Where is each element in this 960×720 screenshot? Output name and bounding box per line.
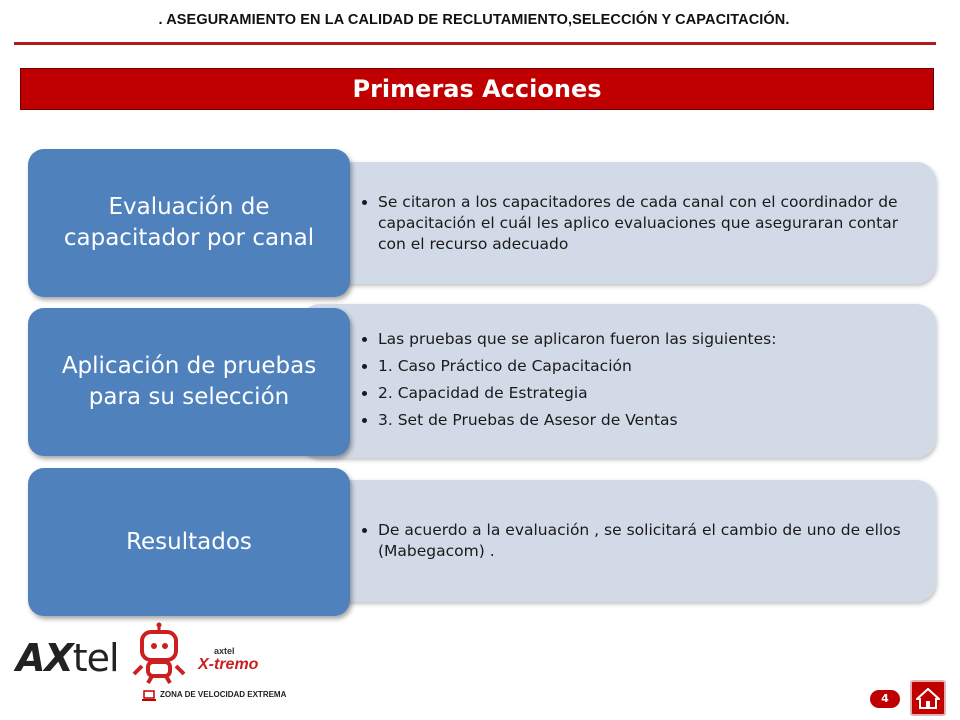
section-label: Evaluación de capacitador por canal <box>63 194 315 251</box>
bullet-item: • 3. Set de Pruebas de Asesor de Ventas <box>378 410 776 431</box>
section-detail-panel <box>300 480 936 602</box>
bullet-item: • Las pruebas que se aplicaron fueron las siguientes: <box>378 329 776 350</box>
logo-tel: tel <box>72 636 119 680</box>
section-label: Resultados <box>126 528 252 555</box>
page-number-badge: 4 <box>870 690 900 708</box>
section-label-box <box>28 468 350 616</box>
xtremo-axtel-text: axtel <box>214 646 235 656</box>
section-label: Aplicación de pruebas para su selección <box>61 353 317 410</box>
laptop-icon <box>142 690 156 702</box>
zona-tagline: ZONA DE VELOCIDAD EXTREMA <box>160 690 287 699</box>
mascot-robot-icon <box>130 622 190 684</box>
header-divider <box>14 42 936 45</box>
section-detail-panel <box>300 304 936 458</box>
section-label-box <box>28 308 350 456</box>
xtremo-logo: X-tremo <box>198 656 259 673</box>
bullet-item: • 1. Caso Práctico de Capacitación <box>378 356 776 377</box>
home-button[interactable] <box>910 680 946 716</box>
bullet-item: • De acuerdo a la evaluación , se solicitará el cambio de uno de ellos (Mabegacom) . <box>378 520 920 562</box>
home-icon <box>916 687 940 709</box>
logo-ax: AX <box>16 636 73 680</box>
document-header: . ASEGURAMIENTO EN LA CALIDAD DE RECLUTAMIENTO,SELECCIÓN Y CAPACITACIÓN. <box>158 12 790 28</box>
section-label-box <box>28 149 350 297</box>
page-title: Primeras Acciones <box>20 68 934 110</box>
section-detail-panel <box>300 162 936 284</box>
axtel-logo <box>16 636 119 680</box>
bullet-item: • Se citaron a los capacitadores de cada canal con el coordinador de capacitación el cuál les aplico evaluaciones que aseguraran contar con el recurso adecuado <box>378 192 920 255</box>
bullet-item: • 2. Capacidad de Estrategia <box>378 383 776 404</box>
